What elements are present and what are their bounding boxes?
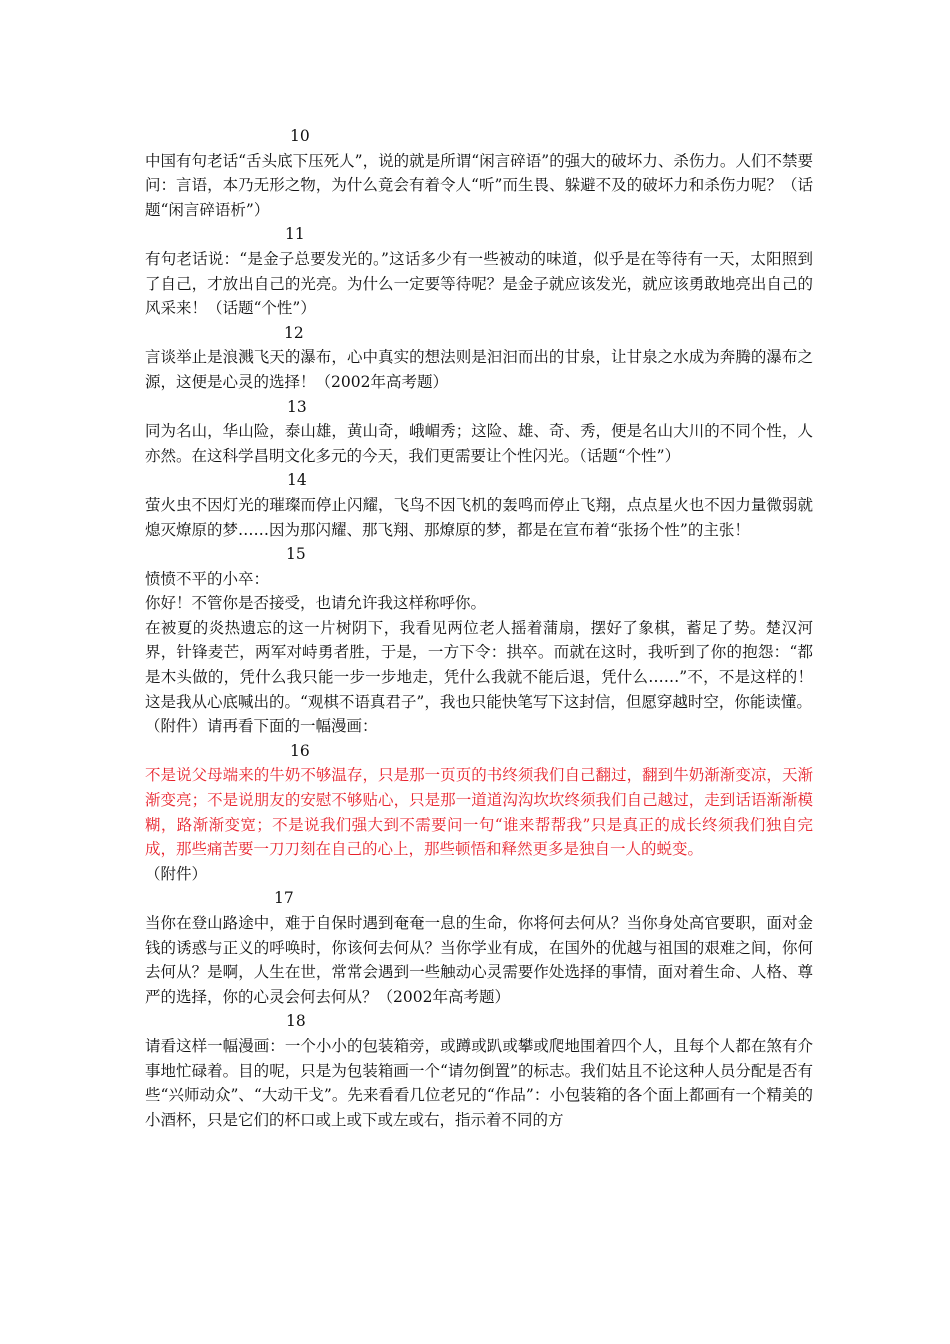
- section-number: 11: [285, 225, 305, 244]
- section-paragraph: 同为名山，华山险，泰山雄，黄山奇，峨嵋秀；这险、雄、奇、秀，便是名山大川的不同个性，人亦然。在这科学昌明文化多元的今天，我们更需要让个性闪光。（话题“个性”）: [145, 422, 813, 465]
- section-paragraph: 请看这样一幅漫画：一个小小的包装箱旁，或蹲或趴或攀或爬地围着四个人，且每个人都在煞有介事地忙碌着。目的呢，只是为包装箱画一个“请勿倒置”的标志。我们姑且不论这种人员分配是否有些“兴师动众”、“大动干戈”。先来看看几位老兄的“作品”：小包装箱的各个面上都画有一个精美的小酒杯，只是它们的杯口或上或下或左或右，指示着不同的方: [145, 1036, 813, 1129]
- attachment-note: （附件）请再看下面的一幅漫画：: [145, 717, 378, 736]
- section-number: 16: [290, 741, 310, 760]
- section-number: 13: [287, 397, 307, 416]
- section-paragraph: 中国有句老话“舌头底下压死人”，说的就是所谓“闲言碎语”的强大的破坏力、杀伤力。人们不禁要问：言语，本乃无形之物，为什么竟会有着令人“听”而生畏、躲避不及的破坏力和杀伤力呢？（话题“闲言碎语析”）: [145, 151, 813, 219]
- section-number: 17: [274, 889, 294, 908]
- letter-body: 在被夏的炎热遗忘的这一片树阴下，我看见两位老人摇着蒲扇，摆好了象棋，蓄足了势。楚汉河界，针锋麦芒，两军对峙勇者胜，于是，一方下令：拱卒。而就在这时，我听到了你的抱怨：“都是木头做的，凭什么我只能一步一步地走，凭什么我就不能后退，凭什么……”不，不是这样的！这是我从心底喊出的。“观棋不语真君子”，我也只能快笔写下这封信，但愿穿越时空，你能读懂。: [145, 618, 813, 711]
- section-number: 18: [286, 1012, 306, 1031]
- section-paragraph: 萤火虫不因灯光的璀璨而停止闪耀，飞鸟不因飞机的轰鸣而停止飞翔，点点星火也不因力量微弱就熄灭燎原的梦……因为那闪耀、那飞翔、那燎原的梦，都是在宣布着“张扬个性”的主张！: [145, 495, 813, 539]
- document-page: [145, 124, 813, 1132]
- letter-greeting: 你好！不管你是否接受，也请允许我这样称呼你。: [145, 594, 487, 613]
- section-number: 12: [284, 323, 304, 342]
- section-paragraph: 有句老话说：“是金子总要发光的。”这话多少有一些被动的味道，似乎是在等待有一天，太阳照到了自己，才放出自己的光亮。为什么一定要等待呢？是金子就应该发光，就应该勇敢地亮出自己的风采来！（话题“个性”）: [145, 249, 813, 318]
- section-number: 15: [286, 545, 306, 564]
- section-number: 14: [287, 471, 307, 490]
- section-number: 10: [290, 127, 310, 145]
- section-paragraph: 当你在登山路途中，难于自保时遇到奄奄一息的生命，你将何去何从？当你身处高官要职，面对金钱的诱惑与正义的呼唤时，你该何去何从？当你学业有成，在国外的优越与祖国的艰难之间，你何去何从？是啊，人生在世，常常会遇到一些触动心灵需要作处选择的事情，面对着生命、人格、尊严的选择，你的心灵会何去何从？（2002年高考题）: [145, 914, 813, 1006]
- section-paragraph: 言谈举止是浪溅飞天的瀑布，心中真实的想法则是汩汩而出的甘泉，让甘泉之水成为奔腾的瀑布之源，这便是心灵的选择！（2002年高考题）: [145, 348, 813, 391]
- attachment-note: （附件）: [145, 864, 208, 883]
- highlighted-paragraph: 不是说父母端来的牛奶不够温存，只是那一页页的书终须我们自己翻过，翻到牛奶渐渐变凉，天渐渐变亮；不是说朋友的安慰不够贴心，只是那一道道沟沟坎坎终须我们自己越过，走到话语渐渐模糊，路渐渐变宽；不是说我们强大到不需要问一句“谁来帮帮我”只是真正的成长终须我们独自完成，那些痛苦要一刀刀刻在自己的心上，那些顿悟和释然更多是独自一人的蜕变。: [145, 766, 813, 859]
- letter-salutation: 愤愤不平的小卒：: [145, 569, 270, 588]
